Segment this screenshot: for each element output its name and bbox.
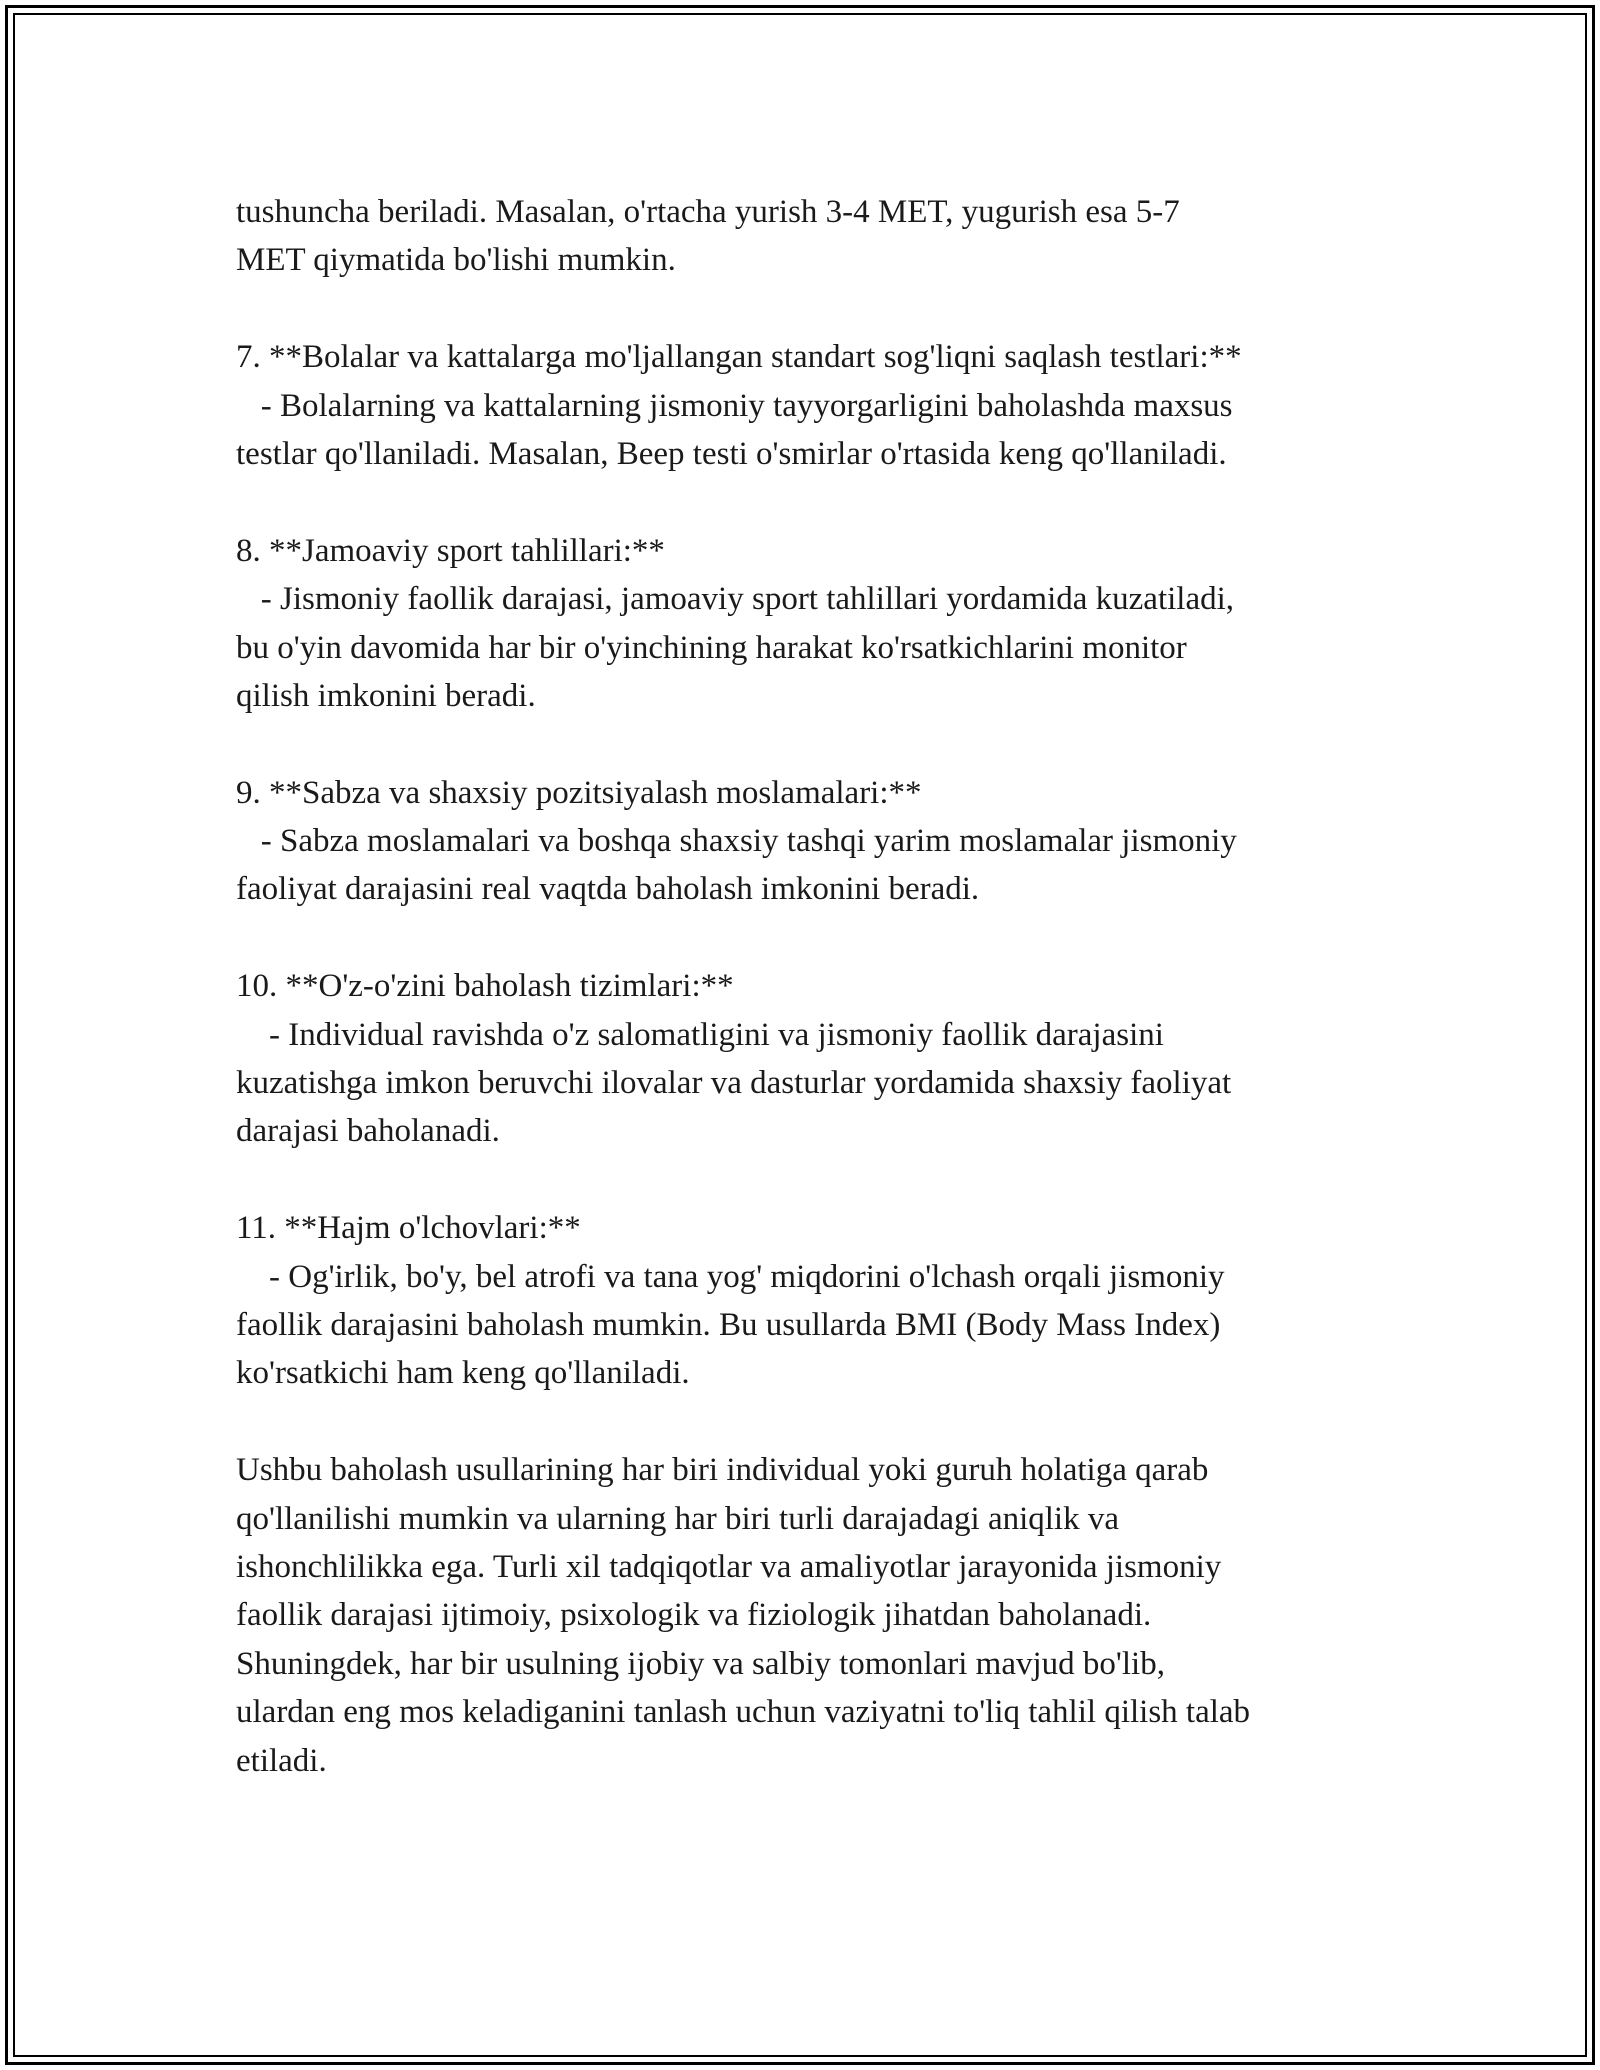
text-line: qilish imkonini beradi. [236,677,536,714]
text-line: Ushbu baholash usullarining har biri individual yoki guruh holatiga qarab [236,1452,1209,1489]
paragraph-gap [236,720,1416,768]
paragraph-gap [236,285,1416,333]
list-item-9 [236,769,1416,914]
text-line: testlar qo'llaniladi. Masalan, Beep testi o'smirlar o'rtasida keng qo'llaniladi. [236,435,1227,472]
text-line: qo'llanilishi mumkin va ularning har biri turli darajadagi aniqlik va [236,1500,1119,1537]
text-line: - Individual ravishda o'z salomatligini va jismoniy faollik darajasini [236,1016,1164,1053]
paragraph-gap [236,1398,1416,1446]
list-item-10 [236,962,1416,1156]
text-line: faollik darajasi ijtimoiy, psixologik va fiziologik jihatdan baholanadi. [236,1597,1152,1634]
paragraph-gap [236,478,1416,526]
list-item-11 [236,1204,1416,1398]
text-line: - Jismoniy faollik darajasi, jamoaviy sport tahlillari yordamida kuzatiladi, [236,581,1235,618]
document-body [236,188,1416,1785]
paragraph-gap [236,914,1416,962]
continuation-paragraph [236,188,1416,285]
text-line: - Og'irlik, bo'y, bel atrofi va tana yog' miqdorini o'lchash orqali jismoniy [236,1258,1225,1295]
list-item-heading: 9. **Sabza va shaxsiy pozitsiyalash moslamalari:** [236,774,922,811]
list-item-heading: 10. **O'z-o'zini baholash tizimlari:** [236,968,734,1005]
list-item-8 [236,527,1416,721]
text-line: faollik darajasini baholash mumkin. Bu usullarda BMI (Body Mass Index) [236,1306,1221,1343]
text-line: tushuncha beriladi. Masalan, o'rtacha yurish 3-4 MET, yugurish esa 5-7 [236,194,1180,230]
list-item-heading: 7. **Bolalar va kattalarga mo'ljallangan standart sog'liqni saqlash testlari:** [236,339,1242,376]
list-item-7 [236,333,1416,478]
conclusion-paragraph [236,1446,1416,1785]
paragraph-gap [236,1156,1416,1204]
list-item-heading: 8. **Jamoaviy sport tahlillari:** [236,532,665,569]
text-line: darajasi baholanadi. [236,1113,500,1150]
text-line: ishonchlilikka ega. Turli xil tadqiqotlar va amaliyotlar jarayonida jismoniy [236,1548,1222,1585]
text-line: Shuningdek, har bir usulning ijobiy va salbiy tomonlari mavjud bo'lib, [236,1645,1165,1682]
list-item-heading: 11. **Hajm o'lchovlari:** [236,1210,581,1247]
text-line: MET qiymatida bo'lishi mumkin. [236,242,676,279]
text-line: ko'rsatkichi ham keng qo'llaniladi. [236,1355,690,1392]
text-line: etiladi. [236,1742,327,1779]
text-line: - Bolalarning va kattalarning jismoniy tayyorgarligini baholashda maxsus [236,387,1233,424]
text-line: kuzatishga imkon beruvchi ilovalar va dasturlar yordamida shaxsiy faoliyat [236,1065,1232,1102]
text-line: - Sabza moslamalari va boshqa shaxsiy tashqi yarim moslamalar jismoniy [236,823,1237,860]
text-line: bu o'yin davomida har bir o'yinchining harakat ko'rsatkichlarini monitor [236,629,1187,666]
text-line: ulardan eng mos keladiganini tanlash uchun vaziyatni to'liq tahlil qilish talab [236,1694,1251,1731]
text-line: faoliyat darajasini real vaqtda baholash imkonini beradi. [236,871,980,908]
